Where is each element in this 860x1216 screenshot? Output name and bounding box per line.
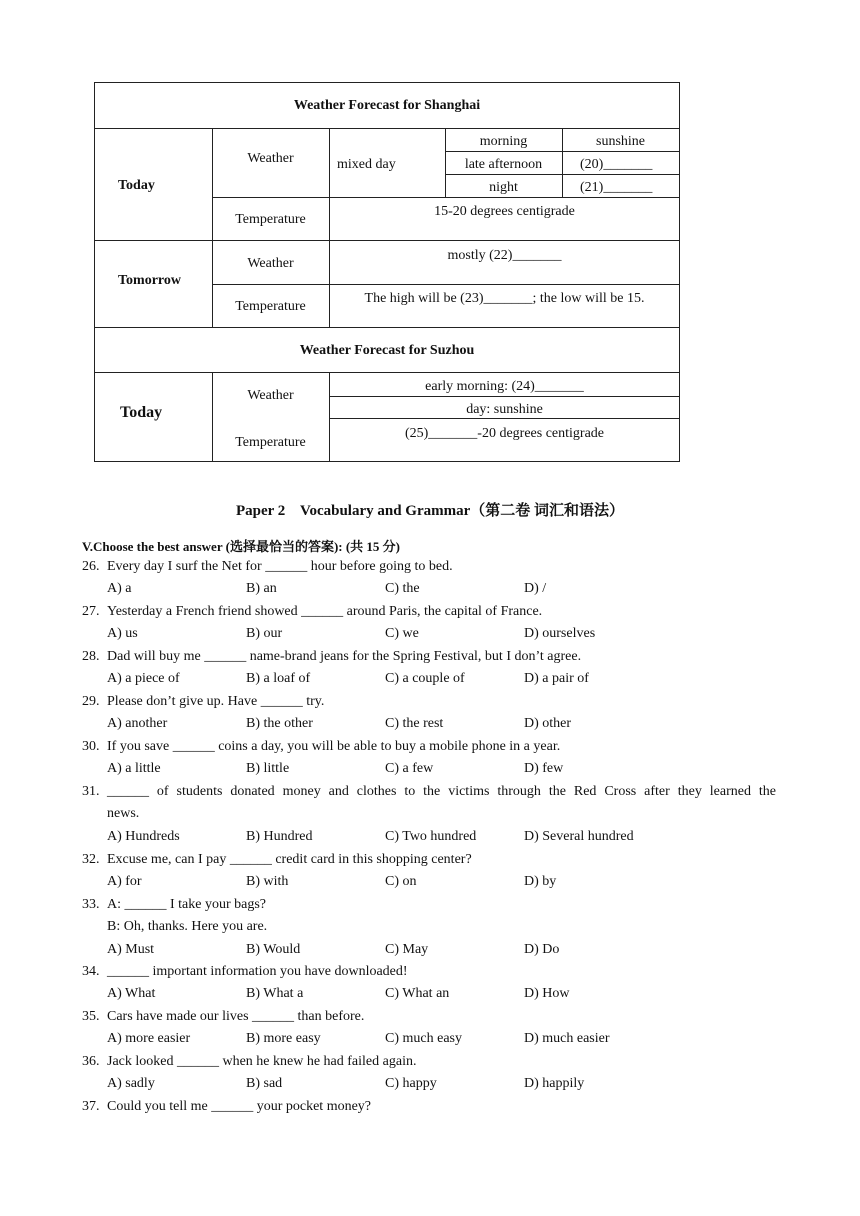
- answer-option: A) a piece of: [107, 671, 180, 686]
- question-stem-continued: B: Oh, thanks. Here you are.: [107, 919, 268, 934]
- question-number: 35.: [82, 1009, 100, 1024]
- answer-option: D) /: [524, 581, 547, 596]
- answer-option: C) Two hundred: [385, 829, 477, 844]
- question-number: 36.: [82, 1054, 100, 1069]
- answer-option: D) much easier: [524, 1031, 610, 1046]
- answer-option: D) How: [524, 986, 570, 1001]
- answer-option: A) sadly: [107, 1076, 155, 1091]
- answer-option: C) the rest: [385, 716, 444, 731]
- answer-option: C) happy: [385, 1076, 437, 1091]
- answer-option: C) a couple of: [385, 671, 465, 686]
- answer-option: B) with: [246, 874, 289, 889]
- answer-option: B) What a: [246, 986, 304, 1001]
- answer-option: A) What: [107, 986, 156, 1001]
- question-number: 32.: [82, 852, 100, 867]
- answer-option: A) more easier: [107, 1031, 191, 1046]
- question-stem: Jack looked ______ when he knew he had failed again.: [107, 1054, 417, 1069]
- answer-option: A) a little: [107, 761, 161, 776]
- question-stem-continued: news.: [107, 806, 140, 821]
- blank-20: (20)_______: [580, 157, 653, 172]
- question-stem: ______ important information you have downloaded!: [107, 964, 408, 979]
- suzhou-today-label: Today: [120, 404, 163, 421]
- answer-option: C) a few: [385, 761, 434, 776]
- answer-option: C) much easy: [385, 1031, 462, 1046]
- question-number: 33.: [82, 897, 100, 912]
- answer-option: B) Would: [246, 942, 301, 957]
- morning-label: morning: [479, 134, 528, 149]
- question-stem: Dad will buy me ______ name-brand jeans for the Spring Festival, but I don’t agree.: [107, 649, 582, 664]
- answer-option: D) Do: [524, 942, 560, 957]
- late-afternoon-label: late afternoon: [464, 157, 543, 172]
- tomorrow-weather-label: Weather: [247, 256, 294, 271]
- tomorrow-label: Tomorrow: [118, 273, 181, 288]
- today-label: Today: [118, 178, 155, 193]
- answer-option: B) our: [246, 626, 283, 641]
- answer-option: C) the: [385, 581, 420, 596]
- question-stem: Cars have made our lives ______ than before.: [107, 1009, 365, 1024]
- suzhou-title: Weather Forecast for Suzhou: [299, 343, 475, 358]
- question-stem: Could you tell me ______ your pocket money?: [107, 1099, 372, 1114]
- question-stem: A: ______ I take your bags?: [107, 897, 267, 912]
- question-stem: ______ of students donated money and clothes to the victims through the Red Cross after they learned the: [107, 784, 776, 799]
- question-number: 31.: [82, 784, 100, 799]
- question-number: 27.: [82, 604, 100, 619]
- tomorrow-temperature: The high will be (23)_______; the low will be 15.: [364, 291, 645, 306]
- answer-option: D) few: [524, 761, 564, 776]
- question-number: 26.: [82, 559, 100, 574]
- question-stem: Excuse me, can I pay ______ credit card in this shopping center?: [107, 852, 472, 867]
- answer-option: B) little: [246, 761, 290, 776]
- answer-option: D) other: [524, 716, 572, 731]
- day-sunshine: day: sunshine: [466, 402, 543, 417]
- suzhou-temperature: (25)_______-20 degrees centigrade: [404, 426, 605, 441]
- paper2-heading: Paper 2 Vocabulary and Grammar（第二卷 词汇和语法）: [235, 503, 625, 519]
- tomorrow-temperature-label: Temperature: [235, 299, 306, 314]
- weather-forecast-table: [94, 82, 680, 462]
- today-temperature: 15-20 degrees centigrade: [434, 204, 575, 219]
- tomorrow-weather: mostly (22)_______: [447, 248, 562, 263]
- answer-option: A) us: [107, 626, 138, 641]
- question-number: 37.: [82, 1099, 100, 1114]
- answer-option: A) for: [107, 874, 142, 889]
- answer-option: D) by: [524, 874, 557, 889]
- answer-option: D) Several hundred: [524, 829, 634, 844]
- blank-21: (21)_______: [580, 180, 653, 195]
- answer-option: A) a: [107, 581, 132, 596]
- question-stem: If you save ______ coins a day, you will be able to buy a mobile phone in a year.: [107, 739, 561, 754]
- temperature-label: Temperature: [235, 212, 306, 227]
- early-morning: early morning: (24)_______: [425, 379, 584, 394]
- question-number: 29.: [82, 694, 100, 709]
- answer-option: D) happily: [524, 1076, 585, 1091]
- morning-value: sunshine: [596, 134, 645, 149]
- answer-option: D) ourselves: [524, 626, 596, 641]
- night-label: night: [489, 180, 518, 195]
- question-stem: Please don’t give up. Have ______ try.: [107, 694, 325, 709]
- question-number: 30.: [82, 739, 100, 754]
- answer-option: C) we: [385, 626, 419, 641]
- answer-option: A) another: [107, 716, 168, 731]
- question-stem: Every day I surf the Net for ______ hour before going to bed.: [107, 559, 453, 574]
- weather-label: Weather: [247, 151, 294, 166]
- answer-option: D) a pair of: [524, 671, 589, 686]
- answer-option: B) an: [246, 581, 277, 596]
- question-stem: Yesterday a French friend showed ______ around Paris, the capital of France.: [107, 604, 543, 619]
- suzhou-weather-label: Weather: [247, 388, 294, 403]
- answer-option: B) more easy: [246, 1031, 321, 1046]
- answer-option: B) the other: [246, 716, 313, 731]
- answer-option: C) May: [385, 942, 429, 957]
- answer-option: A) Hundreds: [107, 829, 180, 844]
- answer-option: B) Hundred: [246, 829, 313, 844]
- question-number: 28.: [82, 649, 100, 664]
- answer-option: B) sad: [246, 1076, 283, 1091]
- answer-option: C) on: [385, 874, 417, 889]
- suzhou-temperature-label: Temperature: [235, 435, 306, 450]
- section-v-instruction: V.Choose the best answer (选择最恰当的答案): (共 15 分): [82, 539, 401, 554]
- question-number: 34.: [82, 964, 100, 979]
- mixed-day: mixed day: [337, 157, 396, 172]
- answer-option: A) Must: [107, 942, 155, 957]
- answer-option: C) What an: [385, 986, 450, 1001]
- shanghai-title: Weather Forecast for Shanghai: [293, 98, 481, 113]
- answer-option: B) a loaf of: [246, 671, 311, 686]
